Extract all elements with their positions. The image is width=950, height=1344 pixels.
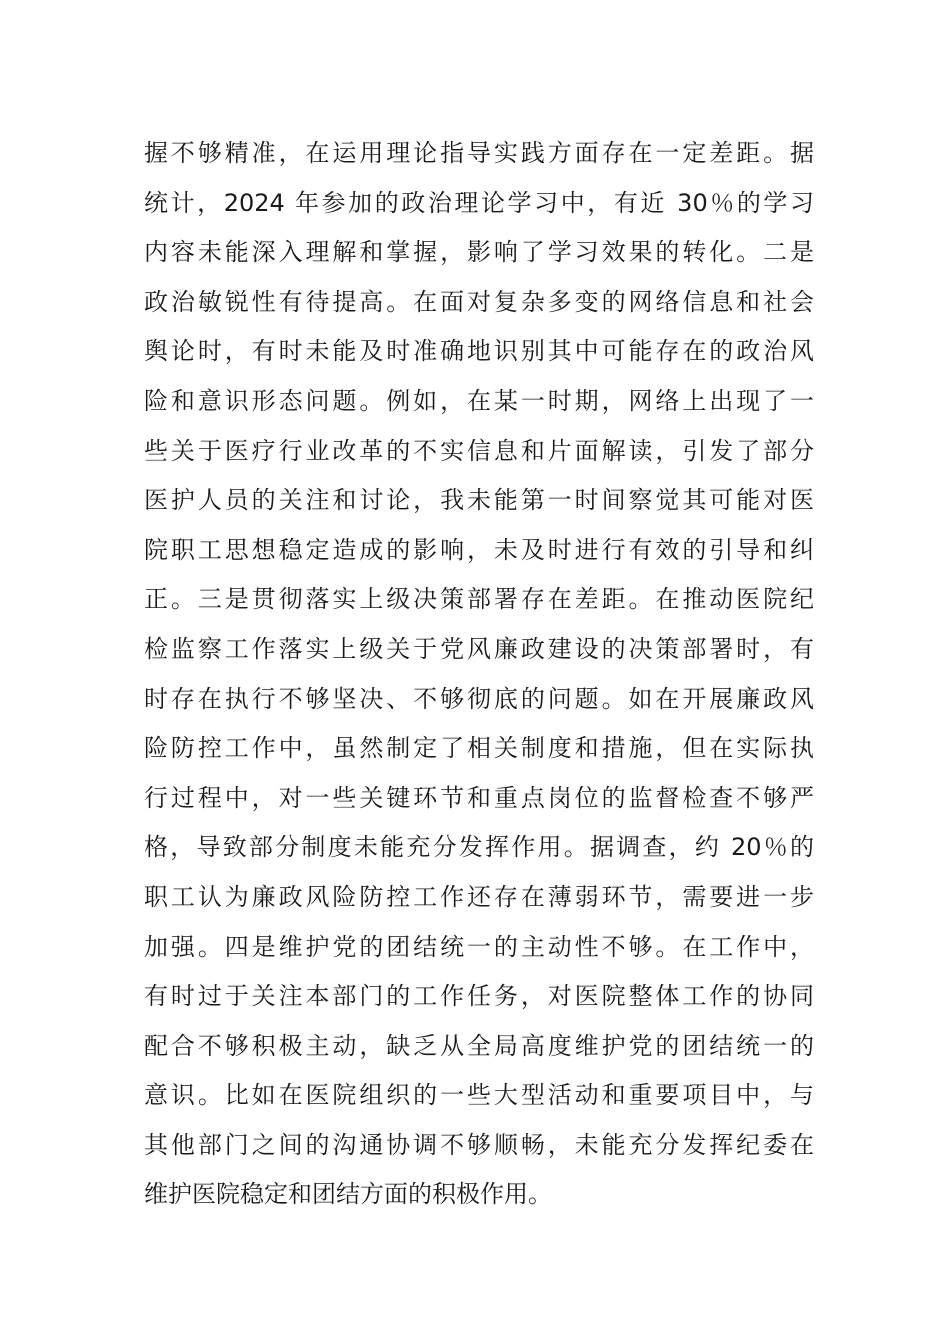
text-line: 行过程中，对一些关键环节和重点岗位的监督检查不够严 — [144, 783, 814, 812]
text-line: 职工认为廉政风险防控工作还存在薄弱环节，需要进一步 — [144, 882, 814, 911]
text-line: 险防控工作中，虽然制定了相关制度和措施，但在实际执 — [144, 734, 814, 763]
text-line: 握不够精准，在运用理论指导实践方面存在一定差距。据 — [144, 139, 814, 167]
text-line: 舆论时，有时未能及时准确地识别其中可能存在的政治风 — [144, 337, 814, 366]
text-line: 内容未能深入理解和掌握，影响了学习效果的转化。二是 — [144, 238, 814, 267]
text-line: 险和意识形态问题。例如，在某一时期，网络上出现了一 — [144, 386, 814, 415]
text-line: 些关于医疗行业改革的不实信息和片面解读，引发了部分 — [144, 436, 814, 465]
text-line: 检监察工作落实上级关于党风廉政建设的决策部署时，有 — [144, 634, 814, 663]
text-line: 配合不够积极主动，缺乏从全局高度维护党的团结统一的 — [144, 1031, 814, 1060]
text-line: 正。三是贯彻落实上级决策部署存在差距。在推动医院纪 — [144, 585, 814, 614]
text-line: 有时过于关注本部门的工作任务，对医院整体工作的协同 — [144, 982, 814, 1011]
text-line: 意识。比如在医院组织的一些大型活动和重要项目中，与 — [144, 1081, 814, 1110]
text-line: 加强。四是维护党的团结统一的主动性不够。在工作中， — [144, 932, 814, 961]
text-line: 时存在执行不够坚决、不够彻底的问题。如在开展廉政风 — [144, 684, 814, 713]
text-line: 医护人员的关注和讨论，我未能第一时间察觉其可能对医 — [144, 486, 814, 515]
text-line: 院职工思想稳定造成的影响，未及时进行有效的引导和纠 — [144, 535, 814, 564]
text-line: 政治敏锐性有待提高。在面对复杂多变的网络信息和社会 — [144, 287, 814, 316]
text-line: 维护医院稳定和团结方面的积极作用。 — [144, 1180, 552, 1209]
text-line: 其他部门之间的沟通协调不够顺畅，未能充分发挥纪委在 — [144, 1130, 814, 1159]
body-text — [144, 131, 814, 1222]
text-line: 格，导致部分制度未能充分发挥作用。据调查，约 20％的 — [144, 833, 814, 862]
text-line: 统计，2024 年参加的政治理论学习中，有近 30％的学习 — [144, 188, 814, 217]
